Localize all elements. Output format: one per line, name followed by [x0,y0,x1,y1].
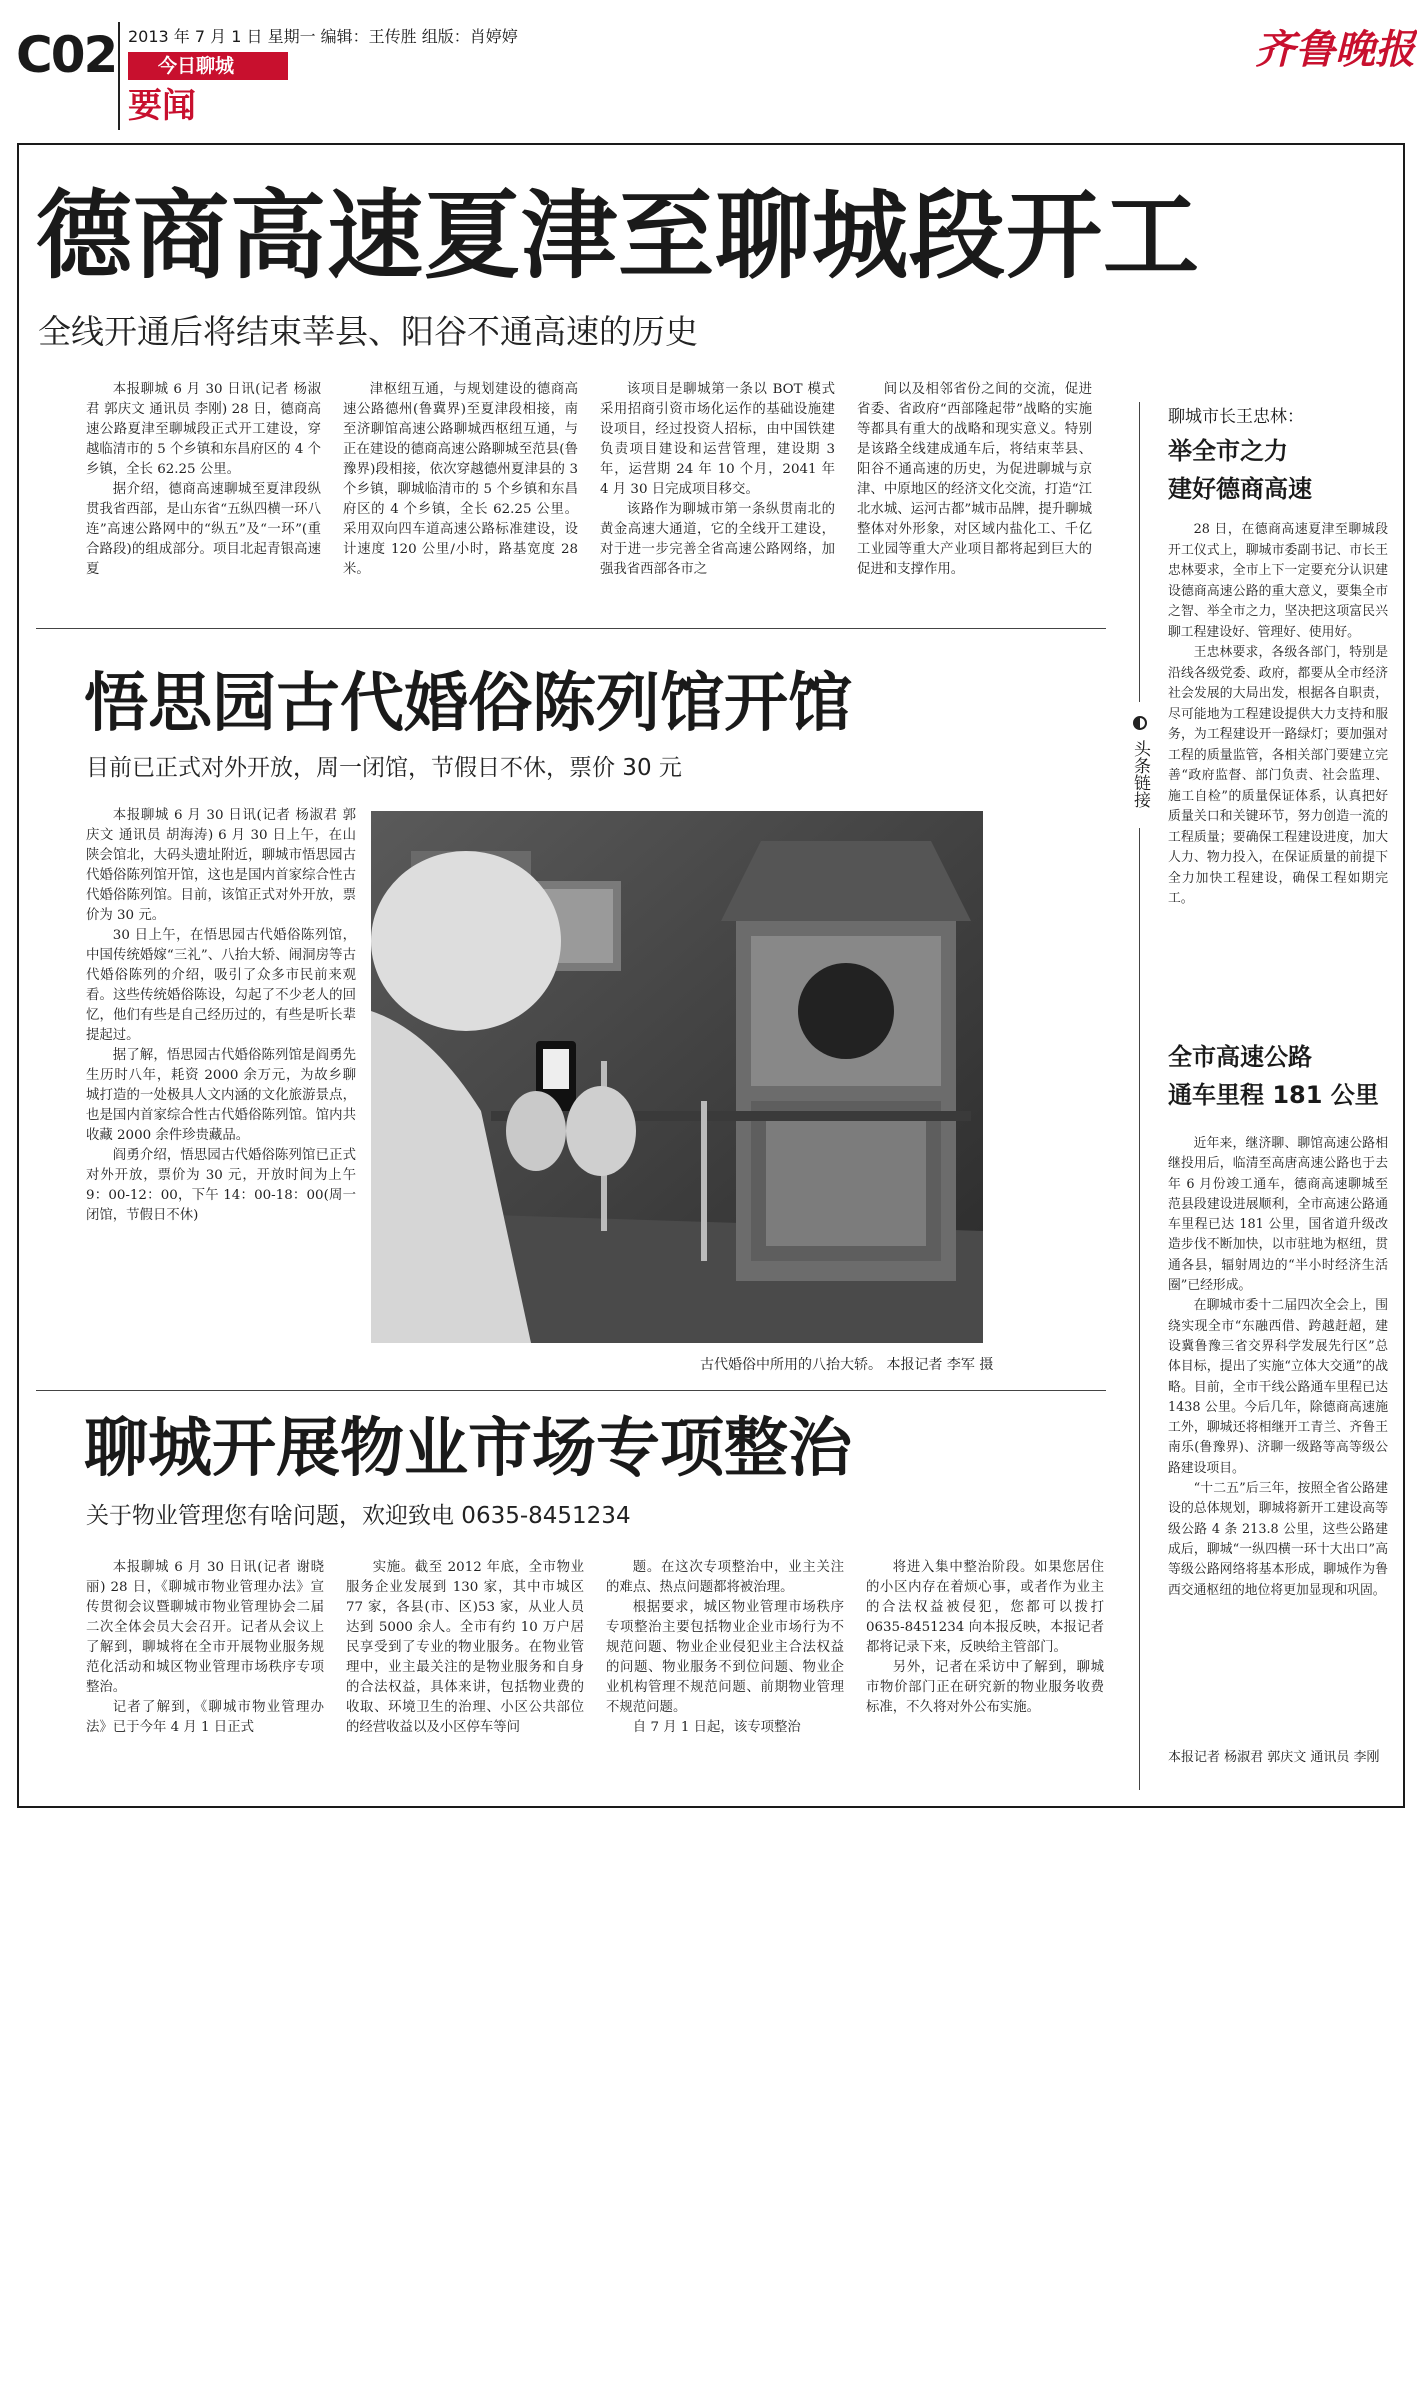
story2-body [86,806,356,1378]
sidebar-title-1-line-1: 举全市之力 [1168,437,1288,465]
story2-para-3: 据了解，悟思园古代婚俗陈列馆是阎勇先生历时八年，耗资 2000 余万元，为故乡聊城打造的一处极具人文内涵的文化旅游景点，也是国内首家综合性古代婚俗陈列馆。馆内共收藏 2000 余件珍贵藏品。 [86,1048,356,1143]
sidebar-body-2-para-1: 近年来，继济聊、聊馆高速公路相继投用后，临清至高唐高速公路也于去年 6 月份竣工通车，德商高速聊城至范县段建设进展顺利，全市高速公路通车里程已达 181 公里，国省道升级改造步伐不断加快，以市驻地为枢纽，贯通各县，辐射周边的“半小时经济生活圈”已经形成。 [1168,1136,1388,1294]
story1-col3-para-1: 该项目是聊城第一条以 BOT 模式采用招商引资市场化运作的基础设施建设项目，经过投资人招标，由中国铁建负责项目建设和运营管理，建设期 3 年，运营期 24 年 10 个月，2041 年 4 月 30 日完成项目移交。 [600,382,835,497]
sidebar-divider-bottom [1139,828,1140,1790]
story3-col4-para-2: 另外，记者在采访中了解到，聊城市物价部门正在研究新的物业服务收费标准，不久将对外公布实施。 [866,1660,1104,1715]
sidebar-body-2 [1168,1134,1388,1744]
story3-column-3 [606,1558,844,1788]
story3-col2-para-1: 实施。截至 2012 年底，全市物业服务企业发展到 130 家，其中市城区 77 家，各县(市、区)53 家，从业人员达到 5000 余人。全市有约 10 万户居民享受到了专业的物业服务。在物业管理中，业主最关注的是物业服务和自身的合法权益，具体来讲，包括物业费的收取、环境卫生的治理、小区公共部位的经营收益以及小区停车等问 [346,1560,584,1735]
sidebar-divider-top [1139,402,1140,702]
story1-rule [36,628,1106,629]
story1-column-2 [343,380,578,620]
link-dot-icon [1133,716,1147,730]
headline-link-tag [1127,714,1153,808]
story3-col3-para-3: 自 7 月 1 日起，该专项整治 [632,1720,801,1735]
sidebar-body-1 [1168,520,1388,1020]
story3-column-1 [86,1558,324,1788]
headline-link-text: 头条链接 [1130,740,1150,808]
story2-para-4: 阎勇介绍，悟思园古代婚俗陈列馆已正式对外开放，票价为 30 元，开放时间为上午 9：00-12：00，下午 14：00-18：00(周一闭馆，节假日不休) [86,1148,356,1223]
story3-column-4 [866,1558,1104,1788]
story1-column-1 [86,380,321,620]
story2-para-1: 本报聊城 6 月 30 日讯(记者 杨淑君 郭庆文 通讯员 胡海涛) 6 月 30 日上午，在山陕会馆北，大码头遗址附近，聊城市悟思园古代婚俗陈列馆开馆，这也是国内首家综合性古代婚俗陈列馆。目前，该馆正式对外开放，票价为 30 元。 [86,808,356,923]
story3-headline: 聊城开展物业市场专项整治 [84,1412,852,1486]
section-tab: 今日聊城 [128,52,288,80]
story3-col3-para-2: 根据要求，城区物业管理市场秩序专项整治主要包括物业企业市场行为不规范问题、物业企业侵犯业主合法权益的问题、物业服务不到位问题、物业企业机构管理不规范问题、前期物业管理不规范问题。 [606,1600,844,1715]
story1-col4-para-1: 间以及相邻省份之间的交流，促进省委、省政府“西部隆起带”战略的实施等都具有重大的战略和现实意义。特别是该路全线建成通车后，将结束莘县、阳谷不通高速的历史，为促进聊城与京津、中原地区的经济文化交流，打造“江北水城、运河古都”城市品牌，提升聊城整体对外形象，对区域内盐化工、千亿工业园等重大产业项目都将起到巨大的促进和支撑作用。 [857,382,1092,577]
story1-subhead: 全线开通后将结束莘县、阳谷不通高速的历史 [38,312,698,351]
story1-col2-para-1: 津枢纽互通，与规划建设的德商高速公路德州(鲁冀界)至夏津段相接，南至济聊馆高速公路聊城西枢纽互通，与正在建设的德商高速公路聊城至范县(鲁豫界)段相接，依次穿越德州夏津县的 3 个乡镇，聊城临清市的 5 个乡镇和东昌府区的 4 个乡镇，全长 62.25 公里。采用双向四车道高速公路标准建设，设计速度 120 公里/小时，路基宽度 28 米。 [343,382,578,577]
page-number: C02 [16,26,117,84]
story1-col3-para-2: 该路作为聊城市第一条纵贯南北的黄金高速大通道，它的全线开工建设，对于进一步完善全省高速公路网络，加强我省西部各市之 [600,502,835,577]
sidebar-body-2-para-2: 在聊城市委十二届四次全会上，围绕实现全市“东融西借、跨越赶超，建设冀鲁豫三省交界科学发展先行区”总体目标，提出了实施“立体大交通”的战略。目前，全市干线公路通车里程已达 1438 公里。今后几年，除德商高速施工外，聊城还将相继开工青兰、齐鲁王南乐(鲁豫界)、济聊一级路等高等级公路建设项目。 [1168,1298,1388,1476]
story3-subhead: 关于物业管理您有啥问题，欢迎致电 0635-8451234 [86,1503,631,1529]
sidebar-body-1-para-1: 28 日，在德商高速夏津至聊城段开工仪式上，聊城市委副书记、市长王忠林要求，全市上下一定要充分认识建设德商高速公路的重大意义，要集全市之智、举全市之力，坚决把这项富民兴聊工程建设好、管理好、使用好。 [1168,522,1388,640]
sidebar-body-1-para-2: 王忠林要求，各级各部门，特别是沿线各级党委、政府，都要从全市经济社会发展的大局出发，根据各自职责，尽可能地为工程建设提供大力支持和服务，为工程建设开一路绿灯；要加强对工程的质量监管，各相关部门要建立完善“政府监督、部门负责、社会监理、施工自检”的质量保证体系，认真把好质量关口和关键环节，努力创造一流的工程质量；要确保工程建设进度，加大人力、物力投入，在保证质量的前提下全力加快工程建设，确保工程如期完工。 [1168,645,1388,906]
sidebar-title-1-line-2: 建好德商高速 [1168,475,1312,503]
story1-col1-para-1: 本报聊城 6 月 30 日讯(记者 杨淑君 郭庆文 通讯员 李刚) 28 日，德商高速公路夏津至聊城段正式开工建设，穿越临清市的 5 个乡镇和东昌府区的 4 个乡镇，全长 62.25 公里。 [86,382,321,477]
sedan-chair-photo [371,811,983,1343]
story2-para-2: 30 日上午，在悟思园古代婚俗陈列馆，中国传统婚嫁“三礼”、八抬大轿、闹洞房等古代婚俗陈列的介绍，吸引了众多市民前来观看。这些传统婚俗陈设，勾起了不少老人的回忆，他们有些是自己经历过的，有些是听长辈提起过。 [86,928,356,1043]
header-divider [118,22,120,130]
story3-col1-para-1: 本报聊城 6 月 30 日讯(记者 谢晓丽) 28 日，《聊城市物业管理办法》宣传贯彻会议暨聊城市物业管理协会二届二次全体会员大会召开。记者从会议上了解到，聊城将在全市开展物业服务规范化活动和城区物业管理市场秩序专项整治。 [86,1560,324,1695]
section-name: 要闻 [128,86,196,126]
story3-col4-para-1: 将进入集中整治阶段。如果您居住的小区内存在着烦心事，或者作为业主的合法权益被侵犯，您都可以拨打 0635-8451234 向本报反映，本报记者都将记录下来，反映给主管部门。 [866,1560,1104,1655]
photo-caption: 古代婚俗中所用的八抬大轿。 本报记者 李军 摄 [700,1357,994,1373]
story2-subhead: 目前已正式对外开放，周一闭馆，节假日不休，票价 30 元 [86,755,682,781]
sidebar-title-2-line-2: 通车里程 181 公里 [1168,1081,1379,1109]
story3-col1-para-2: 记者了解到，《聊城市物业管理办法》已于今年 4 月 1 日正式 [86,1700,324,1735]
story1-headline: 德商高速夏津至聊城段开工 [36,180,1200,292]
story1-col1-para-2: 据介绍，德商高速聊城至夏津段纵贯我省西部，是山东省“五纵四横一环八连”高速公路网中的“纵五”及“一环”(重合路段)的组成部分。项目北起青银高速夏 [86,482,321,577]
sidebar-body-2-para-3: “十二五”后三年，按照全省公路建设的总体规划，聊城将新开工建设高等级公路 4 条 213.8 公里，这些公路建成后，聊城“一纵四横一环十大出口”高等级公路网络将基本形成，聊城作为鲁西交通枢纽的地位将更加显现和巩固。 [1168,1481,1388,1598]
story3-col3-para-1: 题。在这次专项整治中，业主关注的难点、热点问题都将被治理。 [606,1560,844,1595]
story2-rule [36,1390,1106,1391]
story1-column-4 [857,380,1092,620]
story3-column-2 [346,1558,584,1788]
issue-meta: 2013 年 7 月 1 日 星期一 编辑：王传胜 组版：肖婷婷 [128,27,518,46]
newspaper-masthead: 齐鲁晚报 [1255,26,1415,73]
story1-column-3 [600,380,835,620]
sidebar-title-2-line-1: 全市高速公路 [1168,1043,1312,1071]
sidebar-title-1 [1168,432,1312,508]
sidebar-title-2 [1168,1038,1379,1114]
story2-headline: 悟思园古代婚俗陈列馆开馆 [84,667,852,741]
sidebar-kicker: 聊城市长王忠林： [1168,407,1304,427]
sidebar-byline: 本报记者 杨淑君 郭庆文 通讯员 李刚 [1168,1750,1380,1765]
